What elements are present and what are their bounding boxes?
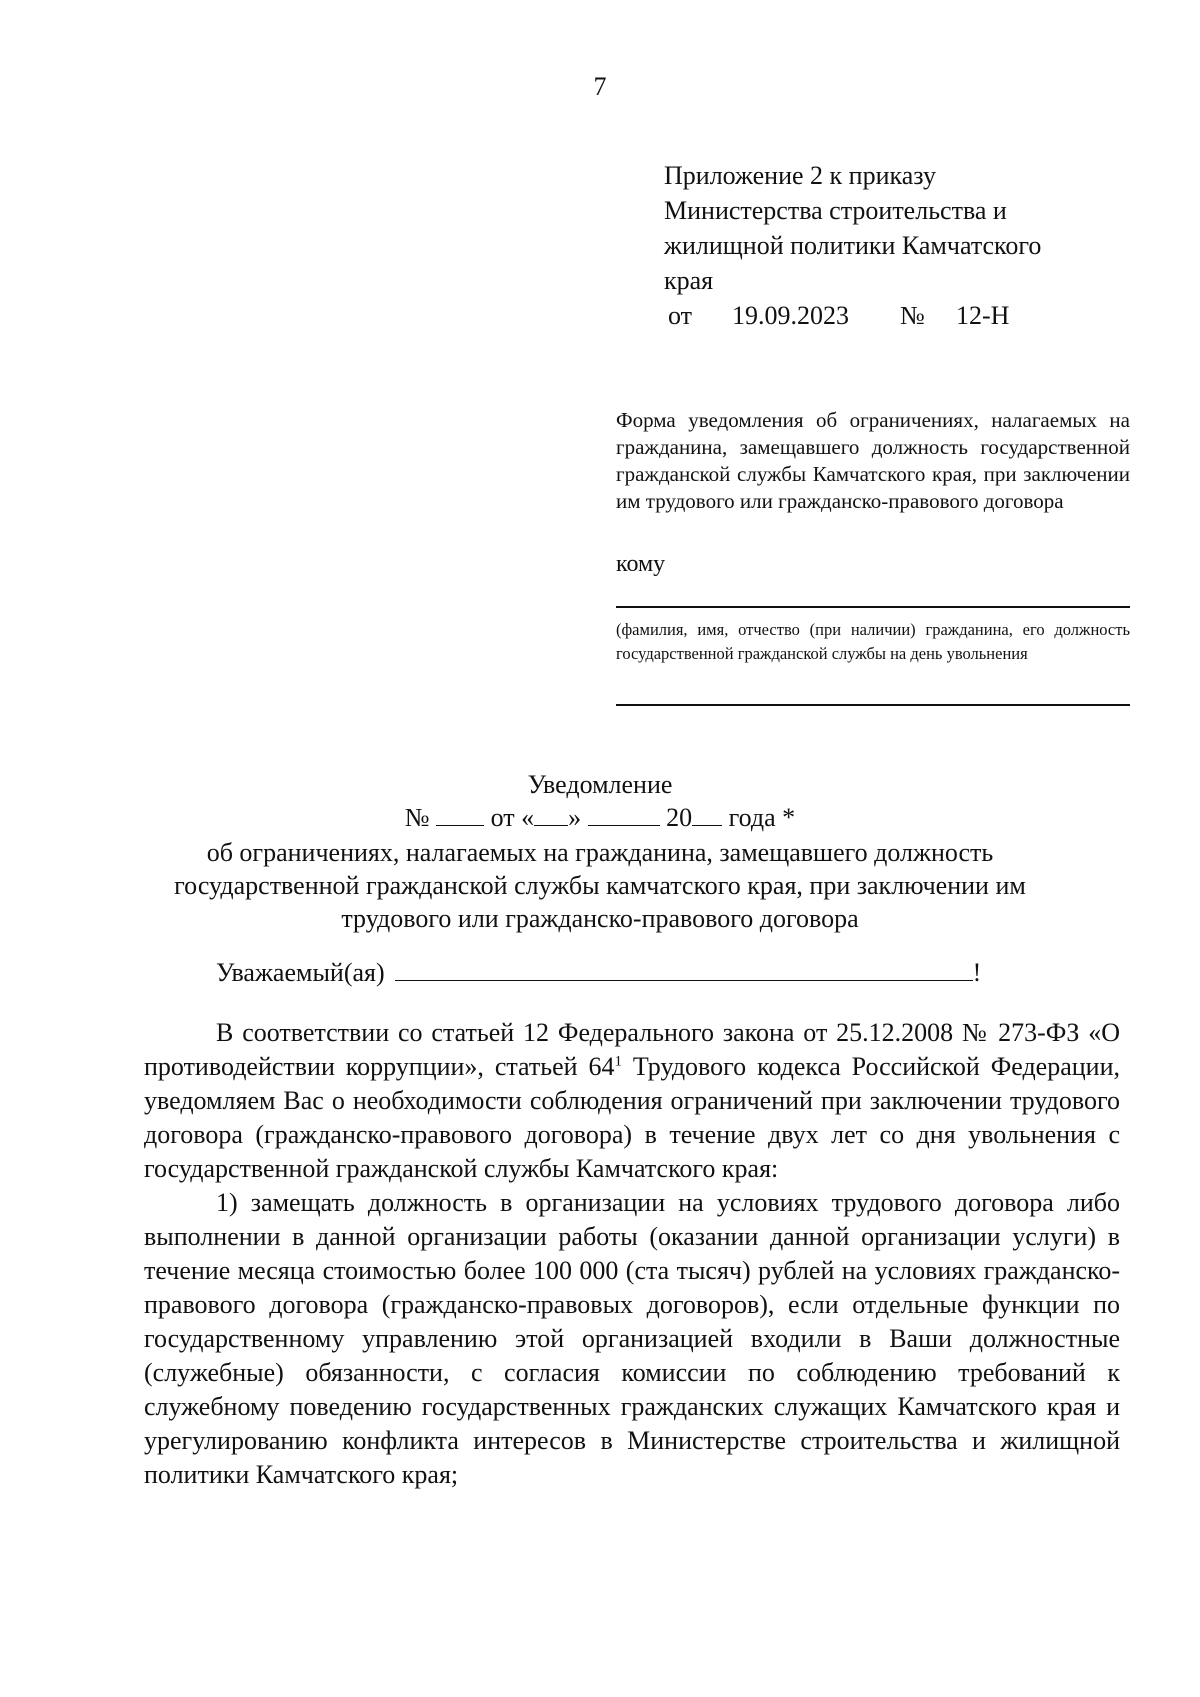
order-number: 12-Н	[956, 301, 1010, 330]
form-description: Форма уведомления об ограничениях, налагаемых на гражданина, замещавшего должность государственной гражданской службы Камчатского края, при заключении им трудового или гражданско-правового договора	[616, 408, 1130, 513]
paragraph-text: Трудового кодекса Российской Федерации, уведомляем Вас о необходимости соблюдения ограничений при заключении трудового договора (гражданско-правового договора) в течение двух лет со дня увольнения с государственной гражданской службы Камчатского края:	[144, 1052, 1121, 1183]
salutation-suffix: !	[972, 958, 982, 987]
notice-title: Уведомление	[527, 770, 673, 799]
appendix-line: края	[664, 266, 714, 295]
recipient-position-line	[616, 704, 1130, 706]
order-date: 19.09.2023	[732, 301, 849, 330]
paragraph-text: В соответствии со статьей 12 Федерального закона от 25.12.2008 № 273-ФЗ «О противодействии коррупции», статьей 64	[144, 1018, 1120, 1081]
salutation-prefix: Уважаемый(ая)	[216, 958, 385, 987]
notice-month-blank	[588, 803, 660, 826]
notice-from-word: от «	[490, 803, 535, 832]
notice-subtitle-line: государственной гражданской службы камчатского края, при заключении им	[174, 871, 1026, 900]
notice-year-blank	[692, 803, 722, 826]
notice-number-blank	[436, 803, 484, 826]
notice-year-suffix: года *	[728, 803, 796, 832]
recipient-name-line	[616, 606, 1130, 608]
notice-subtitle-line: об ограничениях, налагаемых на гражданина, замещавшего должность	[206, 838, 994, 867]
appendix-block	[664, 158, 1041, 333]
recipient-caption: (фамилия, имя, отчество (при наличии) гражданина, его должность государственной гражданской службы на день увольнения	[616, 620, 1130, 663]
notice-number-line	[0, 803, 1200, 833]
salutation	[216, 956, 981, 988]
appendix-line: Министерства строительства и	[664, 196, 1007, 225]
appendix-line: Приложение 2 к приказу	[664, 161, 937, 190]
date-prefix: от	[668, 301, 693, 330]
appendix-date-row	[664, 298, 1041, 333]
notice-quote-close: »	[568, 803, 582, 832]
body-paragraph: 1) замещать должность в организации на условиях трудового договора либо выполнении в данной организации работы (оказании данной организации услуги) в течение месяца стоимостью более 100 000 (ста тысяч) рублей на условиях гражданско-правового договора (гражданско-правовых договоров), если отдельные функции по государственному управлению этой организацией входили в Ваши должностные (служебные) обязанности, с согласия комиссии по соблюдению требований к служебному поведению государственных гражданских служащих Камчатского края и урегулированию конфликта интересов в Министерстве строительства и жилищной политики Камчатского края;	[144, 1188, 1120, 1489]
body-text	[144, 1016, 1120, 1492]
appendix-line: жилищной политики Камчатского	[664, 231, 1042, 260]
salutation-name-blank	[395, 956, 973, 981]
recipient-label: кому	[616, 551, 666, 577]
page-number: 7	[593, 72, 607, 101]
notice-year-prefix: 20	[666, 803, 693, 832]
body-paragraph	[144, 1016, 1120, 1186]
number-sign: №	[900, 301, 925, 330]
notice-num-sign: №	[404, 803, 430, 832]
article-superscript: 1	[614, 1053, 622, 1070]
notice-day-blank	[534, 803, 568, 826]
notice-subtitle-line: трудового или гражданско-правового договора	[341, 904, 859, 933]
